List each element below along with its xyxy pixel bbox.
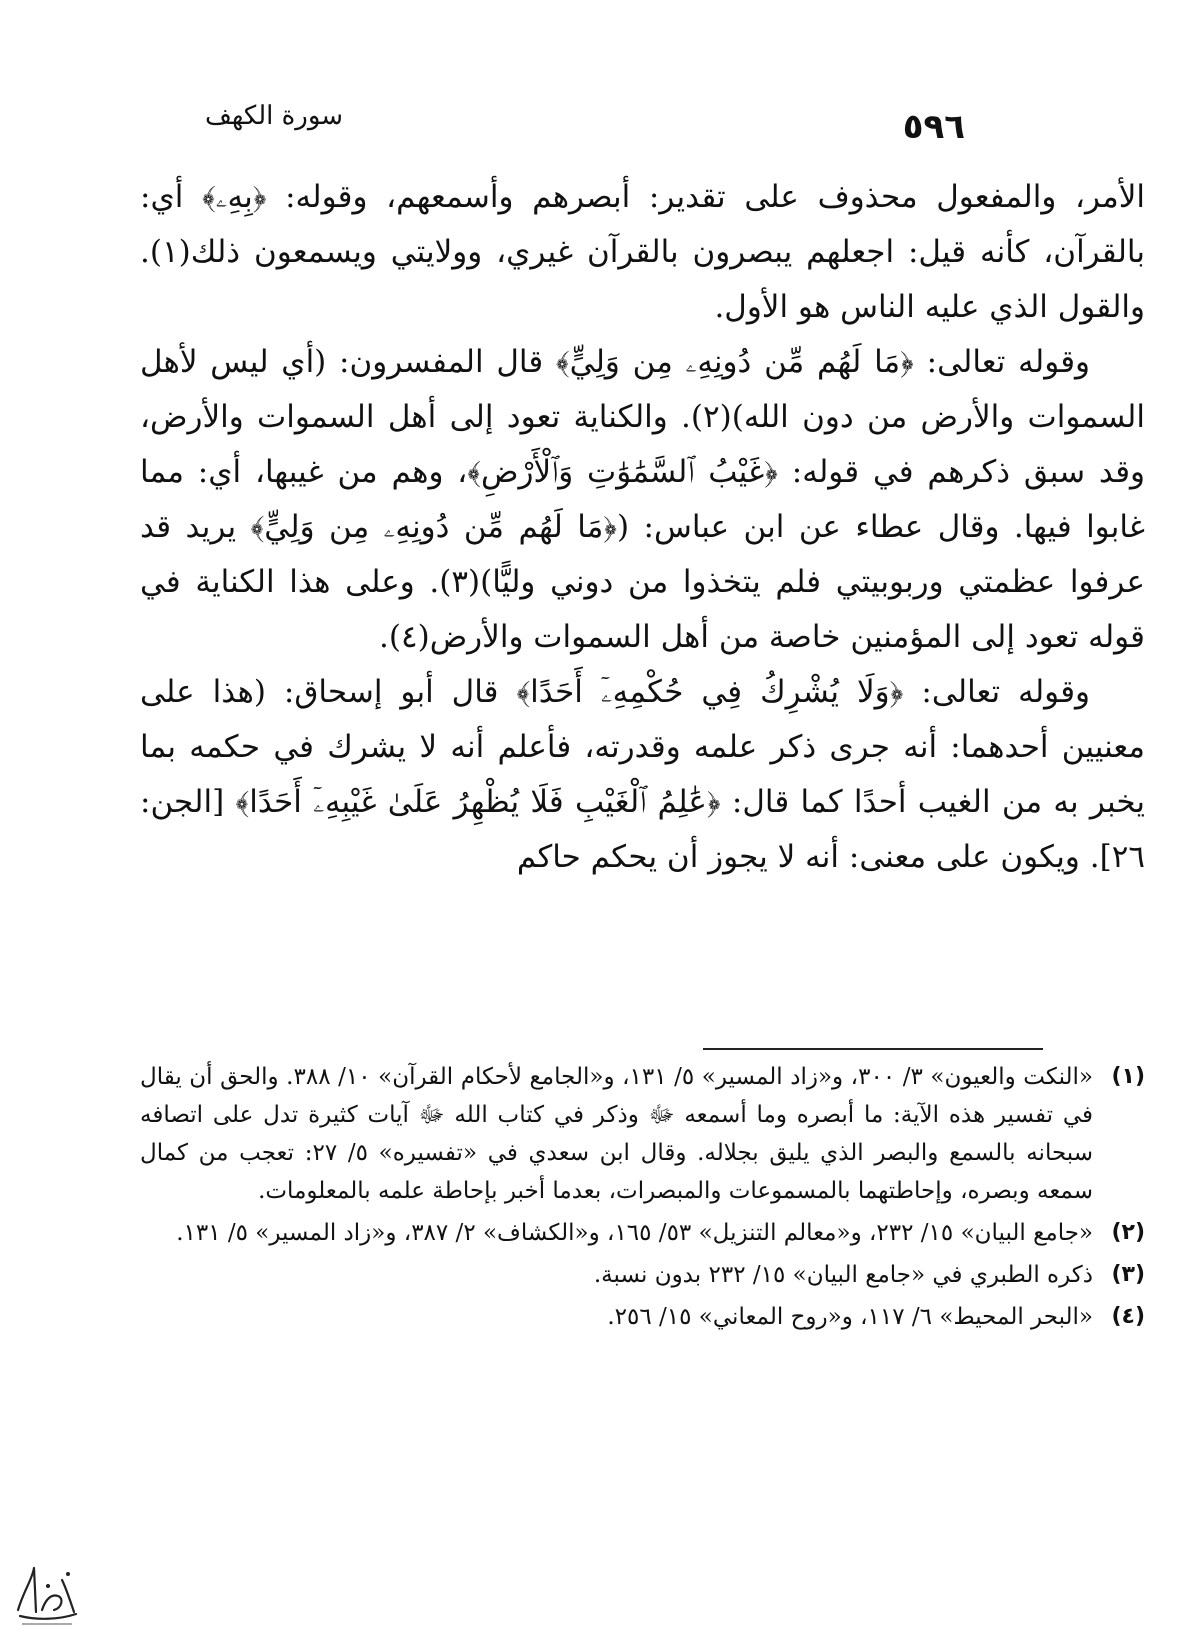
- footnote-item: [140, 1256, 1145, 1294]
- surah-title: سورة الكهف: [205, 101, 344, 131]
- footnotes: [140, 1058, 1145, 1340]
- footnote-number: (١): [1111, 1064, 1145, 1089]
- page-number: ٥٩٦: [902, 107, 965, 147]
- footnote-text: «البحر المحيط» ٦/ ١١٧، و«روح المعاني» ١٥/ ٢٥٦.: [607, 1304, 1093, 1330]
- footnote-number: (٣): [1111, 1262, 1145, 1287]
- footnote-item: [140, 1298, 1145, 1336]
- footnote-text: «النكت والعيون» ٣/ ٣٠٠، و«زاد المسير» ٥/ ١٣١، و«الجامع لأحكام القرآن» ١٠/ ٣٨٨. والحق أن يقال في تفسير هذه الآية: ما أبصره وما أسمعه ﷻ وذكر في كتاب الله ﷻ آيات كثيرة تدل على اتصافه سبحانه بالسمع والبصر الذي يليق بجلاله. وقال ابن سعدي في «تفسيره» ٥/ ٢٧: تعجب من كمال سمعه وبصره، وإحاطتهما بالمسموعات والمبصرات، بعدما أخبر بإحاطة علمه بالمعلومات.: [140, 1064, 1094, 1204]
- footnote-item: [140, 1058, 1145, 1210]
- main-text: [140, 170, 1145, 885]
- footnote-number: (٤): [1111, 1304, 1145, 1329]
- paragraph: وقوله تعالى: ﴿وَلَا يُشْرِكُ فِي حُكْمِهِۦٓ أَحَدًا﴾ قال أبو إسحاق: (هذا على معنيين أحدهما: أنه جرى ذكر علمه وقدرته، فأعلم أنه لا يشرك في حكمه بما يخبر به من الغيب أحدًا كما قال: ﴿عَٰلِمُ ٱلْغَيْبِ فَلَا يُظْهِرُ عَلَىٰ غَيْبِهِۦٓ أَحَدًا﴾ [الجن: ٢٦]. ويكون على معنى: أنه لا يجوز أن يحكم حاكم: [140, 674, 1145, 875]
- paragraph: وقوله تعالى: ﴿مَا لَهُم مِّن دُونِهِۦ مِن وَلِيٍّ﴾ قال المفسرون: (أي ليس لأهل السموات والأرض من دون الله)(٢). والكناية تعود إلى أهل السموات والأرض، وقد سبق ذكرهم في قوله: ﴿غَيْبُ ٱلسَّمَٰوَٰتِ وَٱلْأَرْضِ﴾، وهم من غيبها، أي: مما غابوا فيها. وقال عطاء عن ابن عباس: (﴿مَا لَهُم مِّن دُونِهِۦ مِن وَلِيٍّ﴾ يريد قد عرفوا عظمتي وربوبيتي فلم يتخذوا من دوني وليًّا)(٣). وعلى هذا الكناية في قوله تعود إلى المؤمنين خاصة من أهل السموات والأرض(٤).: [140, 344, 1145, 655]
- calligraphy-logo-icon: [12, 1560, 82, 1630]
- footnote-divider: [703, 1048, 1043, 1050]
- page-header: [205, 95, 965, 145]
- paragraph: الأمر، والمفعول محذوف على تقدير: أبصرهم وأسمعهم، وقوله: ﴿بِهِۦ﴾ أي: بالقرآن، كأنه قيل: اجعلهم يبصرون بالقرآن غيري، وولايتي ويسمعون ذلك(١). والقول الذي عليه الناس هو الأول.: [140, 179, 1145, 325]
- footnote-text: «جامع البيان» ١٥/ ٢٣٢، و«معالم التنزيل» ٥٣/ ١٦٥، و«الكشاف» ٢/ ٣٨٧، و«زاد المسير» ٥/ ١٣١.: [176, 1220, 1093, 1246]
- footnote-number: (٢): [1111, 1220, 1145, 1245]
- footnote-item: [140, 1214, 1145, 1252]
- footnote-text: ذكره الطبري في «جامع البيان» ١٥/ ٢٣٢ بدون نسبة.: [593, 1262, 1093, 1288]
